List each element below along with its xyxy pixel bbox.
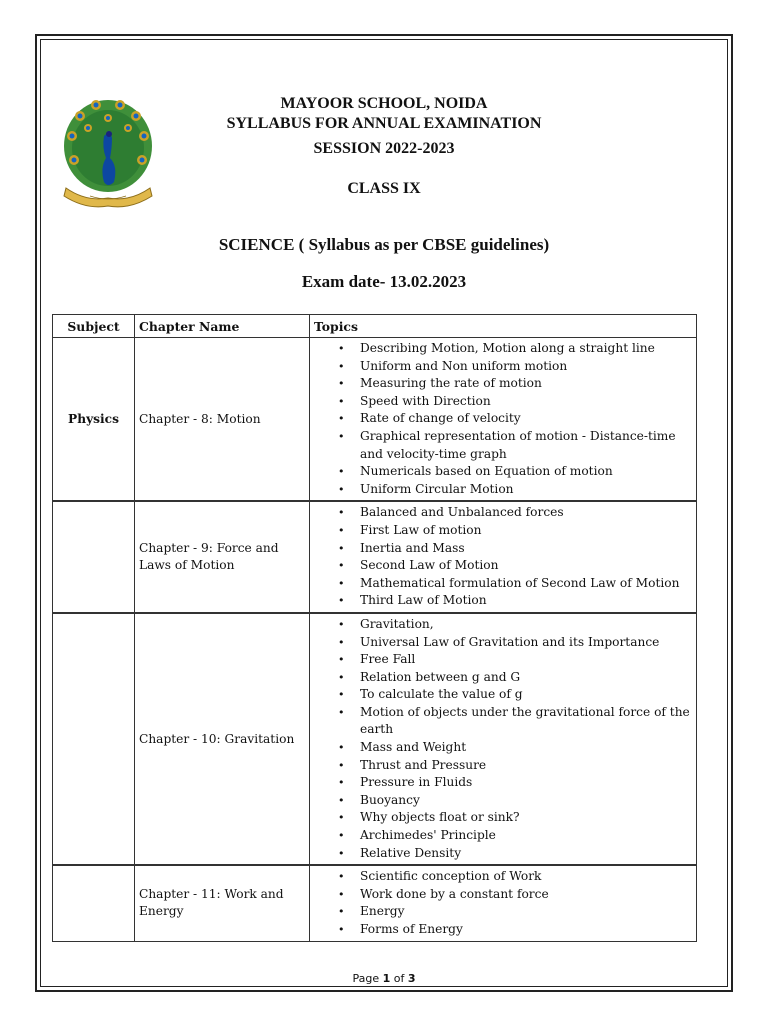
cell-chapter: Chapter - 9: Force and Laws of Motion <box>135 501 310 613</box>
cell-chapter: Chapter - 11: Work and Energy <box>135 865 310 941</box>
list-item: • Describing Motion, Motion along a straight line <box>310 340 692 358</box>
list-item: • Pressure in Fluids <box>310 774 692 792</box>
list-item: • Relative Density <box>310 845 692 863</box>
list-item: • Buoyancy <box>310 792 692 810</box>
school-name: MAYOOR SCHOOL, NOIDA <box>280 95 488 112</box>
list-item: • Universal Law of Gravitation and its Importance <box>310 634 692 652</box>
cell-subject <box>53 501 135 613</box>
list-item: • Rate of change of velocity <box>310 410 692 428</box>
subject-title: SCIENCE ( Syllabus as per CBSE guidelines) <box>218 235 550 254</box>
syllabus-title: SYLLABUS FOR ANNUAL EXAMINATION <box>226 115 542 132</box>
list-item: • Third Law of Motion <box>310 592 692 610</box>
page-footer <box>0 972 768 985</box>
list-item: • Motion of objects under the gravitational force of the earth <box>310 704 692 739</box>
list-item: • Mathematical formulation of Second Law of Motion <box>310 575 692 593</box>
list-item: • Thrust and Pressure <box>310 757 692 775</box>
table-row <box>53 338 697 502</box>
cell-subject: Physics <box>53 338 135 502</box>
list-item: • Inertia and Mass <box>310 540 692 558</box>
exam-date: Exam date- 13.02.2023 <box>301 272 467 291</box>
list-item: • Why objects float or sink? <box>310 809 692 827</box>
list-item: • Second Law of Motion <box>310 557 692 575</box>
cell-subject <box>53 613 135 865</box>
cell-chapter: Chapter - 8: Motion <box>135 338 310 502</box>
list-item: • Speed with Direction <box>310 393 692 411</box>
session-title: SESSION 2022-2023 <box>313 140 455 157</box>
table-row <box>53 501 697 613</box>
list-item: • Uniform Circular Motion <box>310 481 692 499</box>
list-item: • Mass and Weight <box>310 739 692 757</box>
topic-list <box>310 868 692 938</box>
footer-page-number: 1 <box>382 972 391 985</box>
class-title: CLASS IX <box>347 180 421 197</box>
list-item: • Scientific conception of Work <box>310 868 692 886</box>
footer-of-word: of <box>393 972 405 985</box>
table-row <box>53 613 697 865</box>
list-item: • Forms of Energy <box>310 921 692 939</box>
cell-topics <box>310 338 697 502</box>
syllabus-table <box>52 314 697 942</box>
table-header-row <box>53 315 697 338</box>
header-topics: Topics <box>310 315 697 338</box>
list-item: • Measuring the rate of motion <box>310 375 692 393</box>
footer-page-total: 3 <box>407 972 416 985</box>
list-item: • Energy <box>310 903 692 921</box>
cell-chapter: Chapter - 10: Gravitation <box>135 613 310 865</box>
table-body <box>53 338 697 942</box>
list-item: • First Law of motion <box>310 522 692 540</box>
list-item: • Relation between g and G <box>310 669 692 687</box>
list-item: • To calculate the value of g <box>310 686 692 704</box>
list-item: • Work done by a constant force <box>310 886 692 904</box>
list-item: • Graphical representation of motion - Distance-time and velocity-time graph <box>310 428 692 463</box>
list-item: • Uniform and Non uniform motion <box>310 358 692 376</box>
list-item: • Archimedes' Principle <box>310 827 692 845</box>
list-item: • Gravitation, <box>310 616 692 634</box>
table-row <box>53 865 697 941</box>
cell-subject <box>53 865 135 941</box>
header-chapter: Chapter Name <box>135 315 310 338</box>
cell-topics <box>310 865 697 941</box>
cell-topics <box>310 501 697 613</box>
topic-list <box>310 340 692 498</box>
cell-topics <box>310 613 697 865</box>
topic-list <box>310 616 692 862</box>
list-item: • Numericals based on Equation of motion <box>310 463 692 481</box>
list-item: • Free Fall <box>310 651 692 669</box>
footer-page-word: Page <box>352 972 380 985</box>
header-subject: Subject <box>53 315 135 338</box>
topic-list <box>310 504 692 610</box>
list-item: • Balanced and Unbalanced forces <box>310 504 692 522</box>
